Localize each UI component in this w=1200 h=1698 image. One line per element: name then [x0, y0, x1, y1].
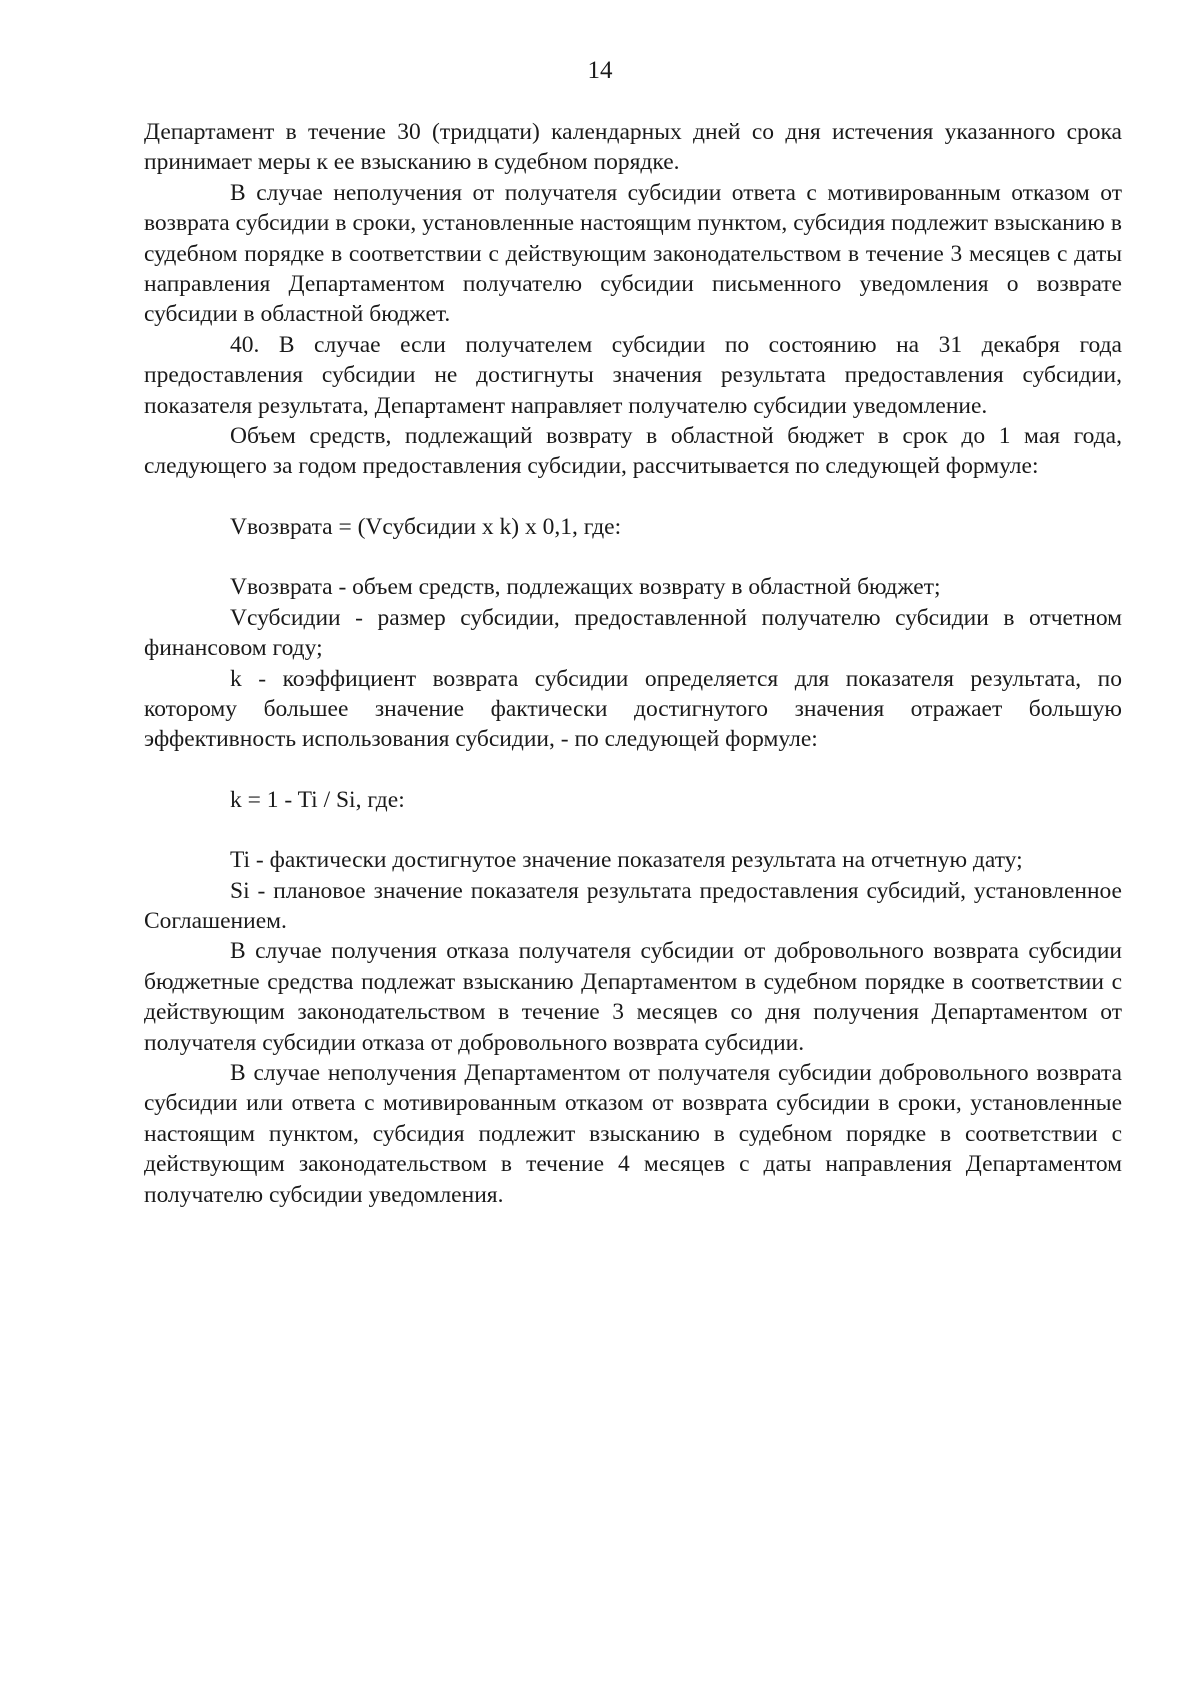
- document-body: [144, 117, 1122, 1210]
- definition-k-coefficient: k - коэффициент возврата субсидии определяется для показателя результата, по которому большее значение фактически достигнутого значения отражает большую эффективность использования субсидии, - по следующей формуле:: [144, 665, 1122, 753]
- formula-refund-volume: Vвозврата = (Vсубсидии x k) x 0,1, где:: [230, 513, 622, 540]
- definition-v-refund: Vвозврата - объем средств, подлежащих возврату в областной бюджет;: [230, 574, 941, 601]
- paragraph-continuation: Департамент в течение 30 (тридцати) календарных дней со дня истечения указанного срока принимает меры к ее взысканию в судебном порядке.: [144, 119, 1122, 176]
- paragraph-nonreceipt-recovery: В случае неполучения Департаментом от получателя субсидии добровольного возврата субсидии или ответа с мотивированным отказом от возврата субсидии в сроки, установленные настоящим пунктом, субсидия подлежит взысканию в судебном порядке в соответствии с действующим законодательством в течение 4 месяцев с даты направления Департаментом получателю субсидии уведомления.: [144, 1059, 1122, 1208]
- definition-v-subsidy: Vсубсидии - размер субсидии, предоставленной получателю субсидии в отчетном финансовом году;: [144, 604, 1122, 662]
- definition-ti: Ti - фактически достигнутое значение показателя результата на отчетную дату;: [230, 847, 1023, 874]
- formula-k-coefficient: k = 1 - Ti / Si, где:: [230, 786, 405, 813]
- definition-si: Si - плановое значение показателя результата предоставления субсидий, установленное Соглашением.: [144, 877, 1122, 934]
- paragraph-refusal-recovery: В случае получения отказа получателя субсидии от добровольного возврата субсидии бюджетные средства подлежат взысканию Департаментом в судебном порядке в соответствии с действующим законодательством в течение 3 месяцев со дня получения Департаментом от получателя субсидии отказа от добровольного возврата субсидии.: [144, 938, 1122, 1056]
- paragraph-court-recovery: В случае неполучения от получателя субсидии ответа с мотивированным отказом от возврата субсидии в сроки, установленные настоящим пунктом, субсидия подлежит взысканию в судебном порядке в соответствии с действующим законодательством в течение 3 месяцев с даты направления Департаментом получателю субсидии письменного уведомления о возврате субсидии в областной бюджет.: [144, 179, 1122, 328]
- paragraph-item-40: 40. В случае если получателем субсидии по состоянию на 31 декабря года предоставления субсидии не достигнуты значения результата предоставления субсидии, показателя результата, Департамент направляет получателю субсидии уведомление.: [144, 331, 1122, 419]
- page-number: 14: [587, 57, 613, 84]
- paragraph-refund-volume: Объем средств, подлежащий возврату в областной бюджет в срок до 1 мая года, следующего за годом предоставления субсидии, рассчитывается по следующей формуле:: [144, 423, 1122, 480]
